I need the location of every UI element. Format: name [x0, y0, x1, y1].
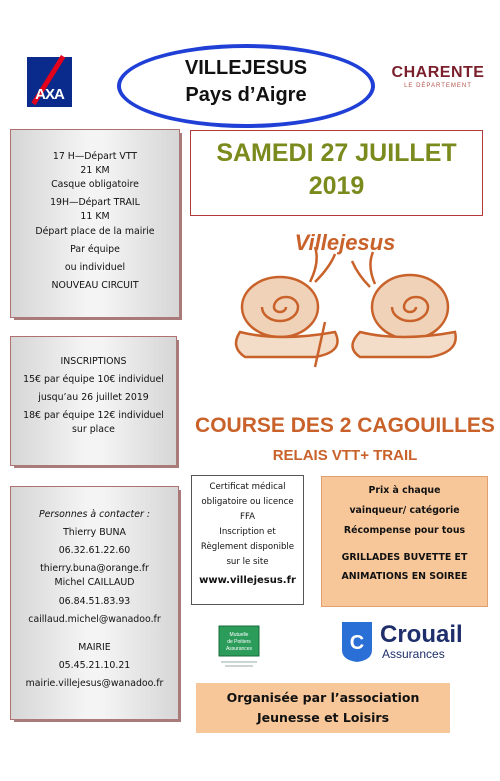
- organisee-box: [196, 683, 450, 733]
- charente-logo-subtitle: LE DÉPARTEMENT: [404, 83, 472, 89]
- crouail-assurances-logo: [338, 616, 468, 664]
- title-oval: [117, 44, 375, 128]
- race-info-box: [11, 130, 179, 317]
- charente-logo: [388, 64, 488, 89]
- mutuelle-text: Assurances: [225, 646, 253, 652]
- certificat-line: FFA: [240, 512, 255, 523]
- mutuelle-text: de Poitiers: [227, 639, 251, 645]
- title-line-2: Pays d’Aigre: [185, 84, 307, 106]
- info-line: 21 KM: [80, 165, 110, 177]
- info-line: Casque obligatoire: [51, 179, 139, 191]
- organisee-line-1: Organisée par l’association: [226, 690, 420, 705]
- charente-logo-text: CHARENTE: [391, 64, 485, 81]
- organisee-line-2: Jeunesse et Loisirs: [256, 710, 390, 725]
- contact-name: Michel CAILLAUD: [54, 577, 135, 589]
- info-line: 17 H—Départ VTT: [52, 151, 138, 162]
- certificat-line: Règlement disponible: [200, 542, 295, 553]
- certificat-box: [191, 475, 304, 605]
- crouail-name: Crouail: [380, 621, 463, 648]
- inscriptions-box: [11, 337, 176, 465]
- axa-logo-text: AXA: [35, 86, 64, 103]
- prix-line: GRILLADES BUVETTE ET: [341, 552, 468, 563]
- info-line: Départ place de la mairie: [35, 225, 155, 237]
- svg-text:C: C: [349, 632, 365, 654]
- logo-course-text: COURSE DES 2 CAGOUILLES: [195, 414, 495, 437]
- contacts-title: Personnes à contacter :: [39, 509, 150, 520]
- contact-name: Thierry BUNA: [63, 527, 126, 539]
- inscriptions-line: 18€ par équipe 12€ individuel: [23, 410, 164, 422]
- certificat-line: sur le site: [226, 557, 269, 568]
- mairie-phone: 05.45.21.10.21: [58, 659, 131, 671]
- date-line-1: SAMEDI 27 JUILLET: [216, 139, 457, 167]
- prix-line: ANIMATIONS EN SOIREE: [341, 571, 468, 582]
- crouail-subtitle: Assurances: [382, 647, 445, 661]
- inscriptions-title: INSCRIPTIONS: [60, 356, 127, 367]
- info-line: NOUVEAU CIRCUIT: [51, 279, 139, 291]
- certificat-line: obligatoire ou licence: [201, 497, 294, 508]
- axa-logo: [27, 57, 72, 107]
- mairie-email: mairie.villejesus@wanadoo.fr: [25, 677, 164, 689]
- logo-relais-text: RELAIS VTT+ TRAIL: [272, 447, 418, 464]
- contact-phone: 06.32.61.22.60: [58, 545, 131, 557]
- course-des-2-cagouilles-logo: [195, 222, 495, 477]
- inscriptions-line: jusqu’au 26 juillet 2019: [38, 392, 149, 404]
- date-year: 2019: [308, 172, 365, 200]
- info-line: Par équipe: [70, 243, 120, 255]
- website-link[interactable]: www.villejesus.fr: [199, 575, 296, 587]
- info-line: ou individuel: [64, 261, 126, 273]
- certificat-line: Inscription et: [219, 527, 276, 538]
- mutuelle-de-poitiers-logo: [215, 622, 263, 672]
- inscriptions-line: sur place: [72, 424, 115, 436]
- contact-email: thierry.buna@orange.fr: [40, 563, 149, 575]
- date-box: [190, 130, 483, 216]
- prix-line: vainqueur/ catégorie: [349, 505, 460, 516]
- contact-email: caillaud.michel@wanadoo.fr: [28, 613, 161, 625]
- left-snail-icon: [236, 247, 338, 367]
- title-line-1: VILLEJESUS: [184, 57, 308, 79]
- inscriptions-line: 15€ par équipe 10€ individuel: [23, 374, 164, 386]
- contact-phone: 06.84.51.83.93: [58, 595, 131, 607]
- info-line: 19H—Départ TRAIL: [50, 197, 140, 209]
- contacts-box: [11, 487, 178, 719]
- prix-line: Prix à chaque: [368, 485, 441, 496]
- logo-villejesus-text: Villejesus: [294, 230, 396, 255]
- info-line: 11 KM: [80, 211, 110, 223]
- mutuelle-text: Mutuelle: [229, 632, 249, 638]
- mairie-label: MAIRIE: [78, 641, 111, 653]
- certificat-line: Certificat médical: [209, 482, 286, 492]
- right-snail-icon: [352, 252, 456, 357]
- prix-line: Récompense pour tous: [343, 525, 466, 536]
- prix-box: [321, 476, 488, 607]
